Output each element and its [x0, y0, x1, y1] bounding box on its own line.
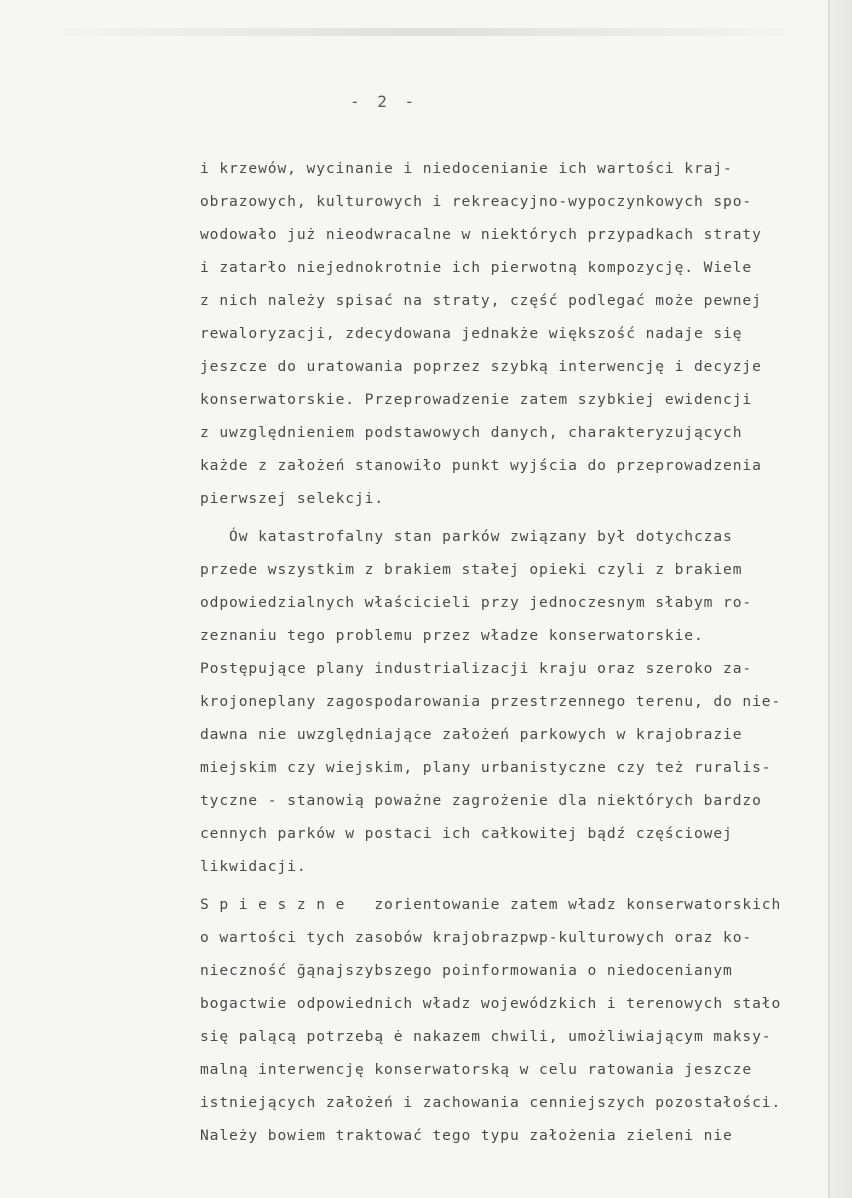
text-line: Ów katastrofalny stan parków związany był dotychczas [200, 528, 733, 545]
text-line: każde z założeń stanowiło punkt wyjścia do przeprowadzenia [200, 457, 762, 474]
text-line: S p i e s z n e zorientowanie zatem władz konserwatorskich [200, 896, 782, 913]
text-line: się palącą potrzebą ė nakazem chwili, umożliwiającym maksy- [200, 1028, 772, 1045]
text-line: dawna nie uwzględniające założeń parkowych w krajobrazie [200, 726, 743, 743]
text-line: istniejących założeń i zachowania cenniejszych pozostałości. [200, 1094, 782, 1111]
text-line: Należy bowiem traktować tego typu założenia zieleni nie [200, 1127, 733, 1144]
text-line: obrazowych, kulturowych i rekreacyjno-wypoczynkowych spo- [200, 193, 753, 210]
text-line: wodowało już nieodwracalne w niektórych przypadkach straty [200, 226, 762, 243]
text-line: zeznaniu tego problemu przez władze konserwatorskie. [200, 627, 704, 644]
text-line: pierwszej selekcji. [200, 490, 385, 507]
text-line: jeszcze do uratowania poprzez szybką interwencję i decyzje [200, 358, 762, 375]
text-line: i zatarło niejednokrotnie ich pierwotną kompozycję. Wiele [200, 259, 753, 276]
text-line: cennych parków w postaci ich całkowitej bądź częściowej [200, 825, 733, 842]
text-line: tyczne - stanowią poważne zagrożenie dla niektórych bardzo [200, 792, 762, 809]
page-number: - 2 - [350, 92, 419, 111]
text-line: bogactwie odpowiednich władz wojewódzkich i terenowych stało [200, 995, 782, 1012]
text-line: malną interwencję konserwatorską w celu ratowania jeszcze [200, 1061, 753, 1078]
text-line: likwidacji. [200, 858, 307, 875]
text-line: rewaloryzacji, zdecydowana jednakże większość nadaje się [200, 325, 743, 342]
text-line: konserwatorskie. Przeprowadzenie zatem szybkiej ewidencji [200, 391, 753, 408]
text-line: o wartości tych zasobów krajobrazpwp-kulturowych oraz ko- [200, 929, 753, 946]
text-line: odpowiedzialnych właścicieli przy jednoczesnym słabym ro- [200, 594, 753, 611]
text-line: Postępujące plany industrializacji kraju oraz szeroko za- [200, 660, 753, 677]
scan-artifact-top [20, 28, 830, 36]
text-line: nieczność ğąnajszybszego poinformowania o niedocenianym [200, 962, 733, 979]
text-line: i krzewów, wycinanie i niedocenianie ich wartości kraj- [200, 160, 733, 177]
page-edge-shadow [830, 0, 852, 1198]
text-line: krojoneplany zagospodarowania przestrzennego terenu, do nie- [200, 693, 782, 710]
text-line: miejskim czy wiejskim, plany urbanistyczne czy też ruralis- [200, 759, 772, 776]
text-line: z nich należy spisać na straty, część podlegać może pewnej [200, 292, 762, 309]
text-line: przede wszystkim z brakiem stałej opieki czyli z brakiem [200, 561, 743, 578]
text-line: z uwzględnieniem podstawowych danych, charakteryzujących [200, 424, 743, 441]
